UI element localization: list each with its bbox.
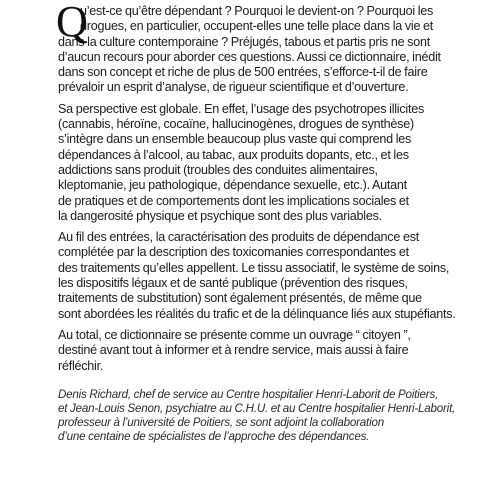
text-line: de pratiques et de comportements dont les implications sociales et [58,193,409,208]
text-line: kleptomanie, jeu pathologique, dépendance sexuelle, etc.). Autant [58,178,407,193]
drop-cap: Q [56,0,88,46]
text-line: des traitements qu’elles appellent. Le tissu associatif, le système de soins, [58,260,450,275]
text-line: sont abordées les réalités du trafic et de la délinquance liés aux stupéfiants. [58,306,456,321]
credit-line: et Jean-Louis Senon, psychiatre au C.H.U. et au Centre hospitalier Henri-Laborit, [58,402,456,416]
text-line: réfléchir. [58,358,104,373]
text-line: traitements de substitution) sont également présentés, de même que [58,291,422,306]
text-line: complétée par la description des toxicomanies correspondantes et [58,245,409,260]
paragraph-entries [58,230,464,322]
credit-line: Denis Richard, chef de service au Centre hospitalier Henri-Laborit de Poitiers, [58,387,439,401]
text-line: d’aucun recours pour aborder ces questions. Aussi ce dictionnaire, inédit [58,49,441,64]
paragraph-intro [56,0,464,96]
text-line: dans son concept et riche de plus de 500 entrées, s’efforce-t-il de faire [58,65,428,80]
text-line: dépendances à l’alcool, au tabac, aux produits dopants, etc., et les [58,147,409,162]
text-line: dans la culture contemporaine ? Préjugés, tabous et partis pris ne sont [58,34,430,49]
text-line: les dispositifs légaux et de santé publique (prévention des risques, [58,276,408,291]
text-line: (cannabis, héroïne, cocaïne, hallucinogènes, drogues de synthèse) [58,117,414,132]
paragraph-conclusion [58,328,464,374]
text-line: destiné avant tout à informer et à rendre service, mais aussi à faire [58,343,409,358]
text-line: Au fil des entrées, la caractérisation des produits de dépendance est [58,230,419,245]
text-line: Sa perspective est globale. En effet, l’usage des psychotropes illicites [58,101,424,116]
text-line: Au total, ce dictionnaire se présente comme un ouvrage “ citoyen ”, [58,327,411,342]
text-line: prévaloir un esprit d’analyse, de rigueur scientifique et d’ouverture. [58,80,409,95]
credit-line: professeur à l’université de Poitiers, se sont adjoint la collaboration [58,416,384,430]
text-line: u’est-ce qu’être dépendant ? Pourquoi le devient-on ? Pourquoi les [80,4,434,18]
text-line: la dangerosité physique et psychique sont des plus variables. [58,208,382,223]
credit-line: d’une centaine de spécialistes de l’approche des dépendances. [58,430,370,444]
text-line: s’intègre dans un ensemble beaucoup plus vaste qui comprend les [58,132,412,147]
author-credits [58,388,464,445]
text-line: addictions sans produit (troubles des conduites alimentaires, [58,162,378,177]
paragraph-perspective [58,102,464,224]
text-line: drogues, en particulier, occupent-elles une telle place dans la vie et [80,19,434,34]
